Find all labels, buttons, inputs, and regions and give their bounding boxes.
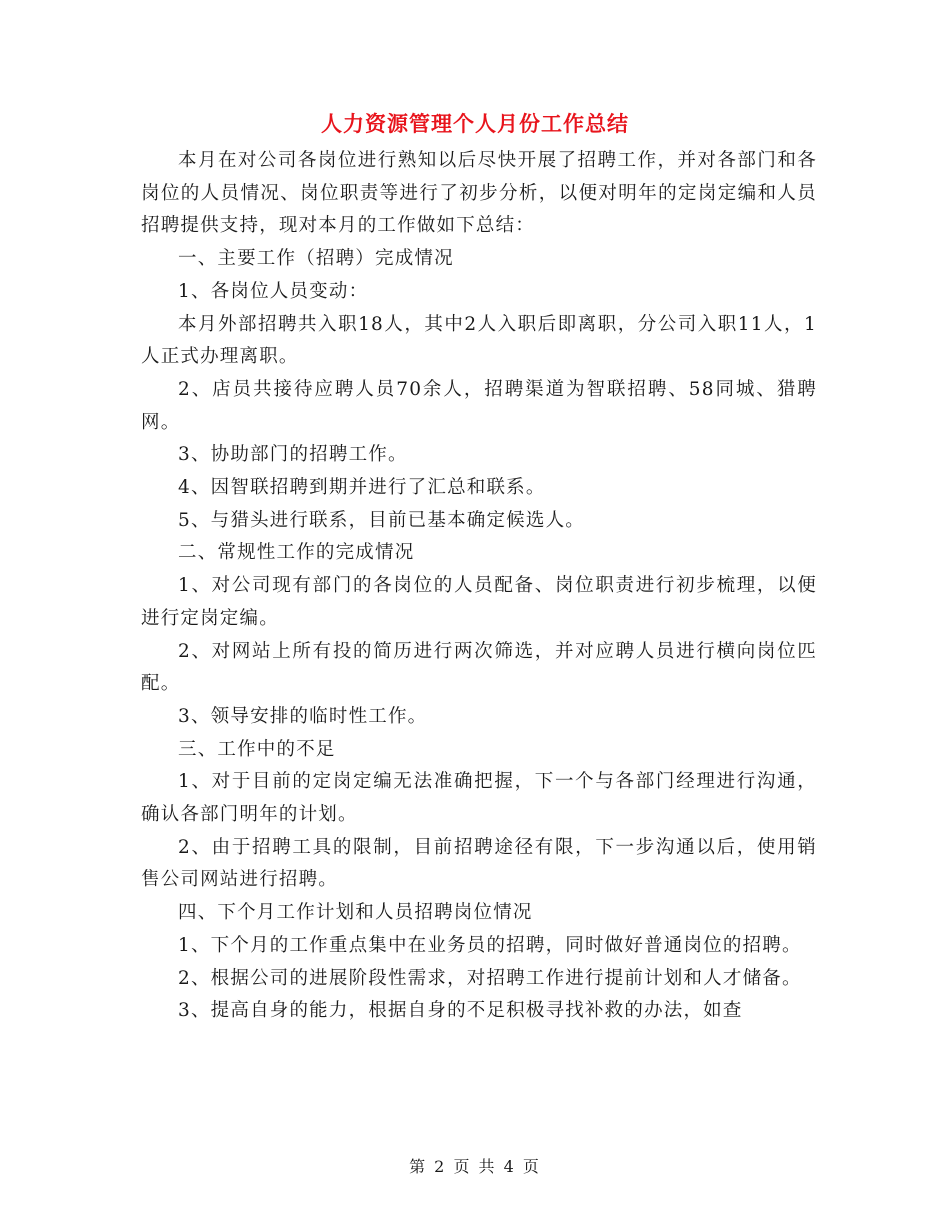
page-footer [0,1154,950,1177]
paragraph-applicants: 2、店员共接待应聘人员70余人，招聘渠道为智联招聘、58同城、猎聘网。 [141,378,817,433]
paragraph-staffing-review: 1、对公司现有部门的各岗位的人员配备、岗位职责进行初步梳理，以便进行定岗定编。 [141,575,817,629]
paragraph-plan-1: 1、下个月的工作重点集中在业务员的招聘，同时做好普通岗位的招聘。 [178,934,802,956]
paragraph-staff-changes-heading: 1、各岗位人员变动： [178,280,369,302]
paragraph-intro: 本月在对公司各岗位进行熟知以后尽快开展了招聘工作，并对各部门和各岗位的人员情况、岗位职责等进行了初步分析，以便对明年的定岗定编和人员招聘提供支持，现对本月的工作做如下总结： [141,150,817,237]
paragraph-plan-2: 2、根据公司的进展阶段性需求，对招聘工作进行提前计划和人才储备。 [178,967,802,989]
paragraph-headhunter: 5、与猎头进行联系，目前已基本确定候选人。 [178,509,585,531]
paragraph-temporary-tasks: 3、领导安排的临时性工作。 [178,705,428,727]
section-heading-main-work: 一、主要工作（招聘）完成情况 [178,248,454,270]
paragraph-external-hiring: 本月外部招聘共入职18人，其中2人入职后即离职，分公司入职11人，1人正式办理离职。 [141,313,817,368]
paragraph-resume-screening: 2、对网站上所有投的简历进行两次筛选，并对应聘人员进行横向岗位匹配。 [141,640,817,695]
paragraph-shortcoming-1: 1、对于目前的定岗定编无法准确把握，下一个与各部门经理进行沟通，确认各部门明年的计划。 [141,771,817,826]
section-heading-routine-work: 二、常规性工作的完成情况 [178,542,415,564]
document-body [141,145,817,1028]
page-number-label: 第 2 页 共 4 页 [409,1157,541,1176]
paragraph-assist-departments: 3、协助部门的招聘工作。 [178,444,408,466]
section-heading-next-month: 四、下个月工作计划和人员招聘岗位情况 [178,902,533,924]
document-title: 人力资源管理个人月份工作总结 [321,111,629,136]
section-heading-shortcomings: 三、工作中的不足 [178,738,336,760]
paragraph-shortcoming-2: 2、由于招聘工具的限制，目前招聘途径有限，下一步沟通以后，使用销售公司网站进行招聘。 [141,836,817,891]
paragraph-plan-3: 3、提高自身的能力，根据自身的不足积极寻找补救的办法，如查 [178,1000,743,1022]
paragraph-zhilian-expiry: 4、因智联招聘到期并进行了汇总和联系。 [178,477,546,499]
